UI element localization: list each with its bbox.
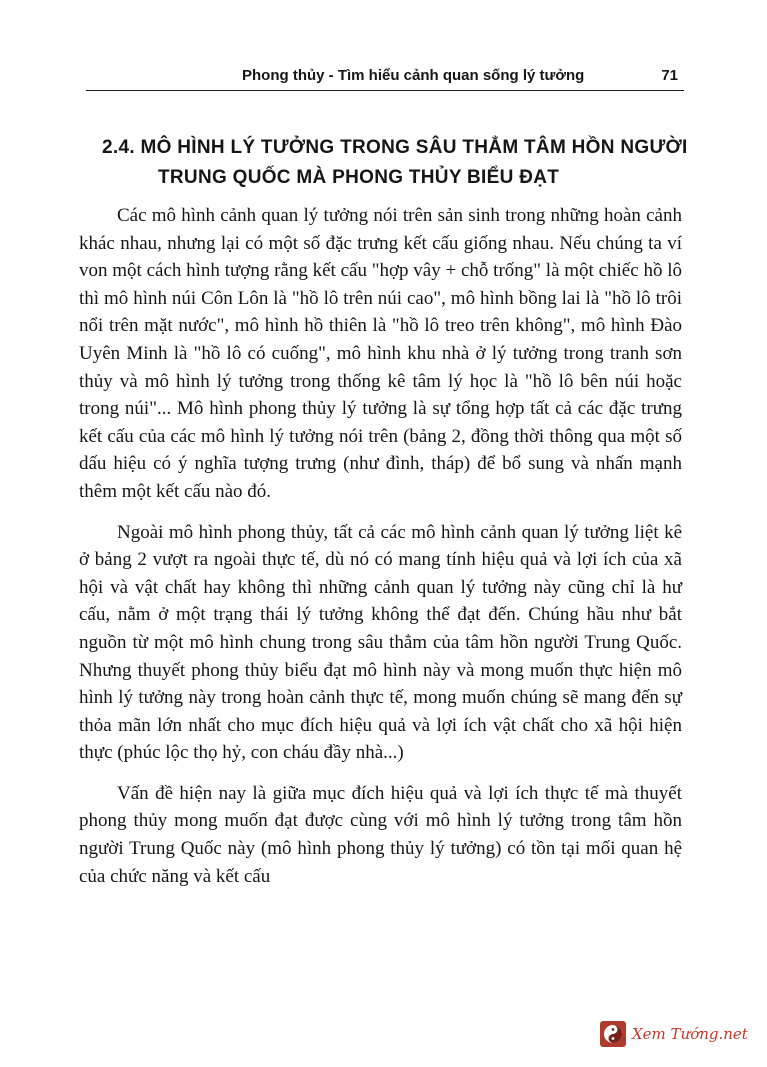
- page-number: 71: [661, 67, 678, 84]
- watermark-text: Xem Tướng.net: [632, 1025, 748, 1043]
- watermark: [600, 1016, 760, 1052]
- body-text: [79, 202, 682, 903]
- yin-yang-icon: [600, 1021, 626, 1047]
- paragraph-2: Ngoài mô hình phong thủy, tất cả các mô hình cảnh quan lý tưởng liệt kê ở bảng 2 vượt ra ngoài thực tế, dù nó có mang tính hiệu quả và lợi ích của xã hội và vật chất hay không thì những cảnh quan lý tưởng này cũng chỉ là hư cấu, nằm ở một trạng thái lý tưởng không thể đạt đến. Chúng hầu như bắt nguồn từ một mô hình chung trong sâu thẳm của tâm hồn người Trung Quốc. Nhưng thuyết phong thủy biểu đạt mô hình này và mong muốn thực hiện mô hình lý tưởng này trong hoàn cảnh thực tế, mong muốn chúng sẽ mang đến sự thỏa mãn lớn nhất cho mục đích hiệu quả và lợi ích vật chất cho xã hội hiện thực (phúc lộc thọ hỷ, con cháu đầy nhà...): [79, 521, 682, 764]
- header-title: Phong thủy - Tìm hiểu cảnh quan sống lý tưởng: [242, 67, 585, 84]
- running-header: [86, 62, 684, 91]
- section-heading: [102, 133, 692, 193]
- section-heading-line-2: TRUNG QUỐC MÀ PHONG THỦY BIỂU ĐẠT: [158, 167, 560, 188]
- paragraph-1: Các mô hình cảnh quan lý tưởng nói trên sản sinh trong những hoàn cảnh khác nhau, nhưng lại có một số đặc trưng kết cấu giống nhau. Nếu chúng ta ví von một cách hình tượng rằng kết cấu "hợp vây + chỗ trống" là một chiếc hồ lô thì mô hình núi Côn Lôn là "hồ lô trên núi cao", mô hình bồng lai là "hồ lô trôi nổi trên mặt nước", mô hình hồ thiên là "hồ lô treo trên không", mô hình Đào Uyên Minh là "hồ lô có cuống", mô hình khu nhà ở lý tưởng trong tranh sơn thủy và mô hình lý tưởng trong thống kê tâm lý học là "hồ lô bên núi hoặc trong núi"... Mô hình phong thủy lý tưởng là sự tổng hợp tất cả các đặc trưng kết cấu của các mô hình lý tưởng nói trên (bảng 2, đồng thời thông qua một số dấu hiệu có ý nghĩa tượng trưng (như đình, tháp) để bổ sung và nhấn mạnh thêm một kết cấu nào đó.: [79, 205, 682, 502]
- paragraph-3: Vấn đề hiện nay là giữa mục đích hiệu quả và lợi ích thực tế mà thuyết phong thủy mong muốn đạt được cùng với mô hình lý tưởng trong tâm hồn người Trung Quốc này (mô hình phong thủy lý tưởng) có tồn tại mối quan hệ của chức năng và kết cấu: [79, 782, 682, 887]
- section-heading-line-1: 2.4. MÔ HÌNH LÝ TƯỞNG TRONG SÂU THẲM TÂM HỒN NGƯỜI: [102, 137, 688, 158]
